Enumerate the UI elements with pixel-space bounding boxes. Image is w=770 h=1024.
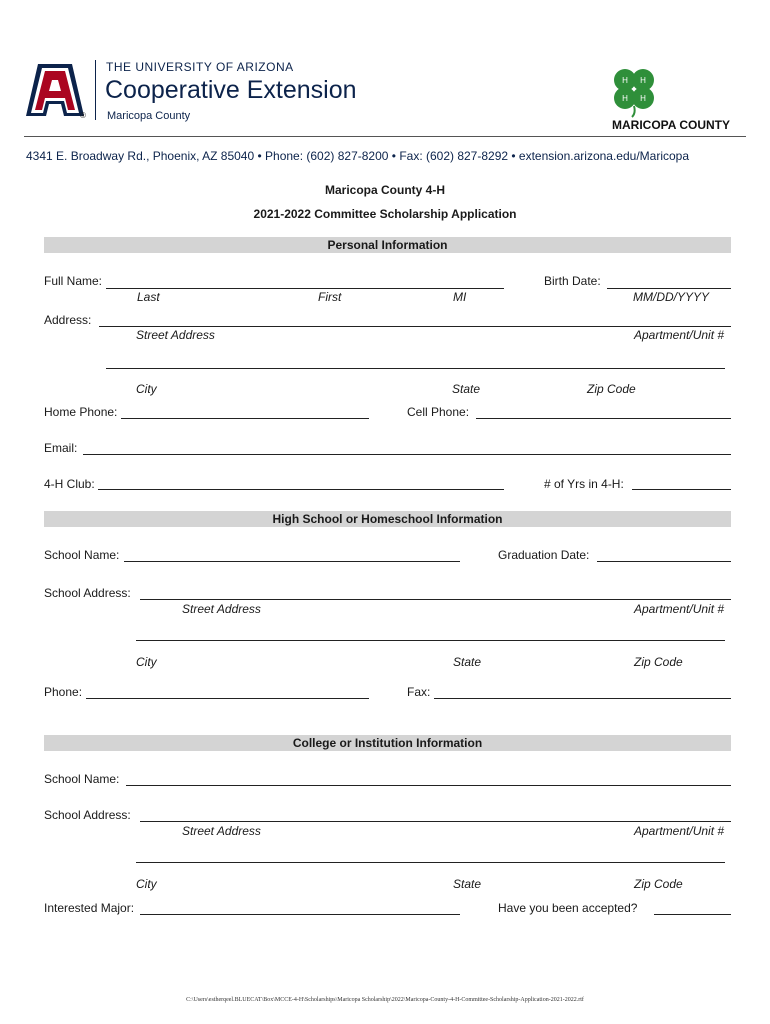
section-heading: Personal Information <box>327 238 448 252</box>
hs-school-name-label: School Name: <box>44 548 120 562</box>
four-h-clover-icon <box>608 66 660 118</box>
birth-date-format-hint: MM/DD/YYYY <box>633 290 710 304</box>
hs-school-address-label: School Address: <box>44 586 131 600</box>
hs-city-state-zip-field[interactable] <box>136 640 725 641</box>
cell-phone-label: Cell Phone: <box>407 405 470 419</box>
email-label: Email: <box>44 441 78 455</box>
college-city-state-zip-field[interactable] <box>136 862 725 863</box>
last-name-hint: Last <box>137 290 160 304</box>
header-rule <box>24 136 746 137</box>
section-bar-college <box>44 735 731 751</box>
years-label: # of Yrs in 4-H: <box>544 477 624 491</box>
cell-phone-field[interactable] <box>476 418 731 419</box>
hs-street-hint: Street Address <box>182 602 261 616</box>
home-phone-field[interactable] <box>121 418 369 419</box>
clover-h-letter: H <box>622 76 628 85</box>
college-school-name-field[interactable] <box>126 785 731 786</box>
street-address-hint: Street Address <box>136 328 215 342</box>
first-name-hint: First <box>318 290 342 304</box>
hs-school-name-field[interactable] <box>124 561 460 562</box>
college-zip-hint: Zip Code <box>634 877 683 891</box>
ua-logo <box>24 62 86 120</box>
college-apt-hint: Apartment/Unit # <box>634 824 725 838</box>
maricopa-county-badge: MARICOPA COUNTY <box>612 118 730 132</box>
college-street-address-field[interactable] <box>140 821 731 822</box>
registered-mark: ® <box>80 111 86 120</box>
club-field[interactable] <box>98 489 504 490</box>
hs-apt-hint: Apartment/Unit # <box>634 602 725 616</box>
college-school-address-label: School Address: <box>44 808 131 822</box>
birth-date-field[interactable] <box>607 288 731 289</box>
section-bar-high-school <box>44 511 731 527</box>
birth-date-label: Birth Date: <box>544 274 601 288</box>
clover-h-letter: H <box>640 94 646 103</box>
logo-divider <box>95 60 96 120</box>
hs-phone-label: Phone: <box>44 685 83 699</box>
college-street-hint: Street Address <box>182 824 261 838</box>
form-subtitle: 2021-2022 Committee Scholarship Application <box>253 207 517 221</box>
full-name-field[interactable] <box>106 288 504 289</box>
hs-street-address-field[interactable] <box>140 599 731 600</box>
clover-h-letter: H <box>640 76 646 85</box>
university-name: THE UNIVERSITY OF ARIZONA <box>106 60 294 74</box>
graduation-date-label: Graduation Date: <box>498 548 590 562</box>
major-field[interactable] <box>140 914 460 915</box>
email-field[interactable] <box>83 454 731 455</box>
hs-state-hint: State <box>453 655 482 669</box>
state-hint: State <box>452 382 481 396</box>
home-phone-label: Home Phone: <box>44 405 118 419</box>
city-state-zip-field[interactable] <box>106 368 725 369</box>
street-address-field[interactable] <box>99 326 731 327</box>
clover-h-letter: H <box>622 94 628 103</box>
accepted-label: Have you been accepted? <box>498 901 638 915</box>
graduation-date-field[interactable] <box>597 561 731 562</box>
hs-fax-field[interactable] <box>434 698 731 699</box>
city-hint: City <box>136 382 157 396</box>
contact-line: 4341 E. Broadway Rd., Phoenix, AZ 85040 • Phone: (602) 827-8200 • Fax: (602) 827-8292 • extension.arizona.edu/Maricopa <box>26 149 690 163</box>
section-heading: College or Institution Information <box>292 736 483 750</box>
full-name-label: Full Name: <box>44 274 103 288</box>
hs-phone-field[interactable] <box>86 698 369 699</box>
major-label: Interested Major: <box>44 901 135 915</box>
hs-fax-label: Fax: <box>407 685 431 699</box>
accepted-field[interactable] <box>654 914 731 915</box>
hs-city-hint: City <box>136 655 157 669</box>
zip-hint: Zip Code <box>587 382 636 396</box>
section-heading: High School or Homeschool Information <box>272 512 503 526</box>
section-bar-personal <box>44 237 731 253</box>
college-city-hint: City <box>136 877 157 891</box>
org-name: Cooperative Extension <box>105 76 357 104</box>
county-name: Maricopa County <box>107 110 191 122</box>
club-label: 4-H Club: <box>44 477 95 491</box>
apartment-hint: Apartment/Unit # <box>634 328 725 342</box>
hs-zip-hint: Zip Code <box>634 655 683 669</box>
years-field[interactable] <box>632 489 731 490</box>
college-school-name-label: School Name: <box>44 772 120 786</box>
address-label: Address: <box>44 313 92 327</box>
college-state-hint: State <box>453 877 482 891</box>
file-path-footer: C:\Users\estherqeel.BLUECAT\Box\MCCE-4-H\Scholarships\Maricopa Scholarship\2022\Maricopa-County-4-H-Committee-Scholarship-Application-2021-2022.rtf <box>186 997 584 1003</box>
form-title: Maricopa County 4-H <box>324 183 445 197</box>
mi-hint: MI <box>453 290 467 304</box>
